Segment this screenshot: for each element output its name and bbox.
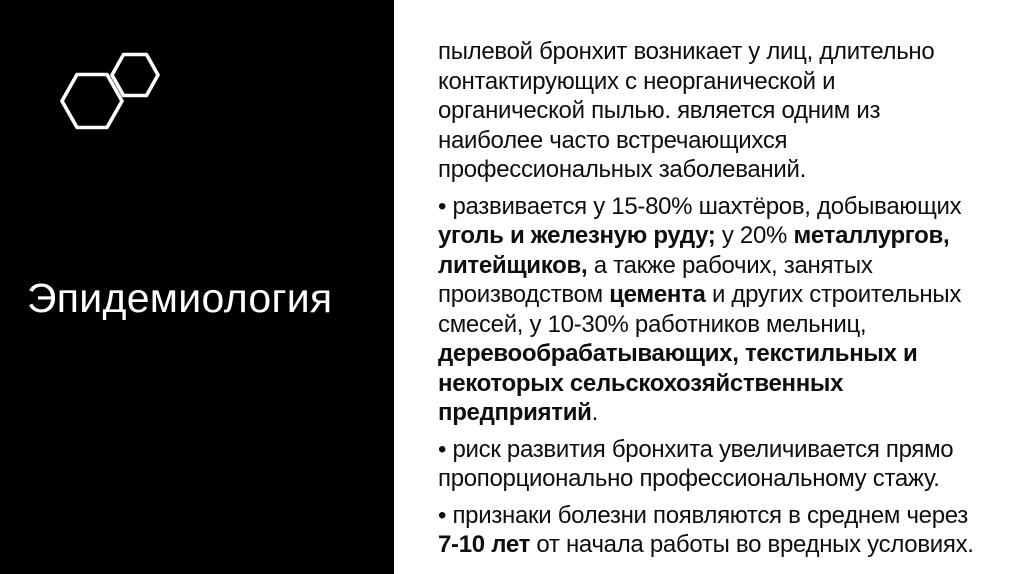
bullet-paragraph: [438, 435, 1010, 494]
text-line: [438, 435, 1010, 465]
bold-text-run: цемента: [609, 281, 706, 308]
bold-text-run: 7-10 лет: [438, 531, 531, 558]
text-line: [438, 251, 1010, 281]
large-hexagon-shape: [62, 75, 122, 128]
title-panel: [0, 0, 394, 574]
text-run: от начала работы во вредных условиях.: [530, 531, 974, 558]
bold-text-run: предприятий: [438, 399, 592, 426]
text-line: [438, 310, 1010, 340]
text-run: пропорционально профессиональному стажу.: [438, 465, 940, 492]
bold-text-run: некоторых сельскохозяйственных: [438, 369, 844, 397]
text-run: профессиональных заболеваний.: [438, 156, 806, 183]
text-line: [438, 67, 1010, 97]
content-area: [394, 0, 1024, 574]
bold-text-run: литейщиков,: [438, 251, 588, 279]
text-line: [438, 339, 1010, 369]
text-run: • риск развития бронхита увеличивается прямо: [438, 435, 954, 463]
text-line: [438, 464, 1010, 494]
text-line: [438, 398, 1010, 428]
text-run: наиболее часто встречающихся: [438, 126, 788, 154]
text-run: .: [591, 399, 598, 426]
text-run: • признаки болезни появляются в среднем через: [438, 501, 969, 529]
text-run: а также рабочих, занятых: [587, 251, 873, 279]
text-line: [438, 37, 1010, 67]
bullet-paragraph: [438, 192, 1010, 428]
text-run: смесей, у 10-30% работников мельниц,: [438, 310, 867, 338]
text-line: [438, 221, 1010, 251]
bold-text-run: деревообрабатывающих, текстильных и: [438, 340, 918, 367]
bullet-paragraph: [438, 501, 1010, 560]
text-line: [438, 530, 1010, 560]
text-line: [438, 155, 1010, 185]
text-line: [438, 96, 1010, 126]
small-hexagon-shape: [112, 55, 158, 96]
paragraph: [438, 37, 1010, 185]
text-run: у 20%: [715, 222, 794, 249]
text-line: [438, 192, 1010, 222]
text-line: [438, 280, 1010, 310]
text-line: [438, 501, 1010, 531]
text-run: производством: [438, 281, 610, 308]
text-run: пылевой бронхит возникает у лиц, длительно: [438, 38, 935, 65]
text-line: [438, 369, 1010, 399]
bold-text-run: уголь и железную руду;: [438, 222, 716, 249]
text-run: контактирующих с неорганической и: [438, 67, 836, 95]
text-line: [438, 126, 1010, 156]
slide-title: Эпидемиология: [27, 275, 333, 321]
bold-text-run: металлургов,: [793, 222, 950, 249]
text-run: • развивается у 15-80% шахтёров, добывающих: [438, 192, 962, 220]
text-run: и других строительных: [705, 281, 962, 308]
two-hexagons-icon: [55, 45, 165, 137]
text-run: органической пылью. является одним из: [438, 97, 881, 124]
